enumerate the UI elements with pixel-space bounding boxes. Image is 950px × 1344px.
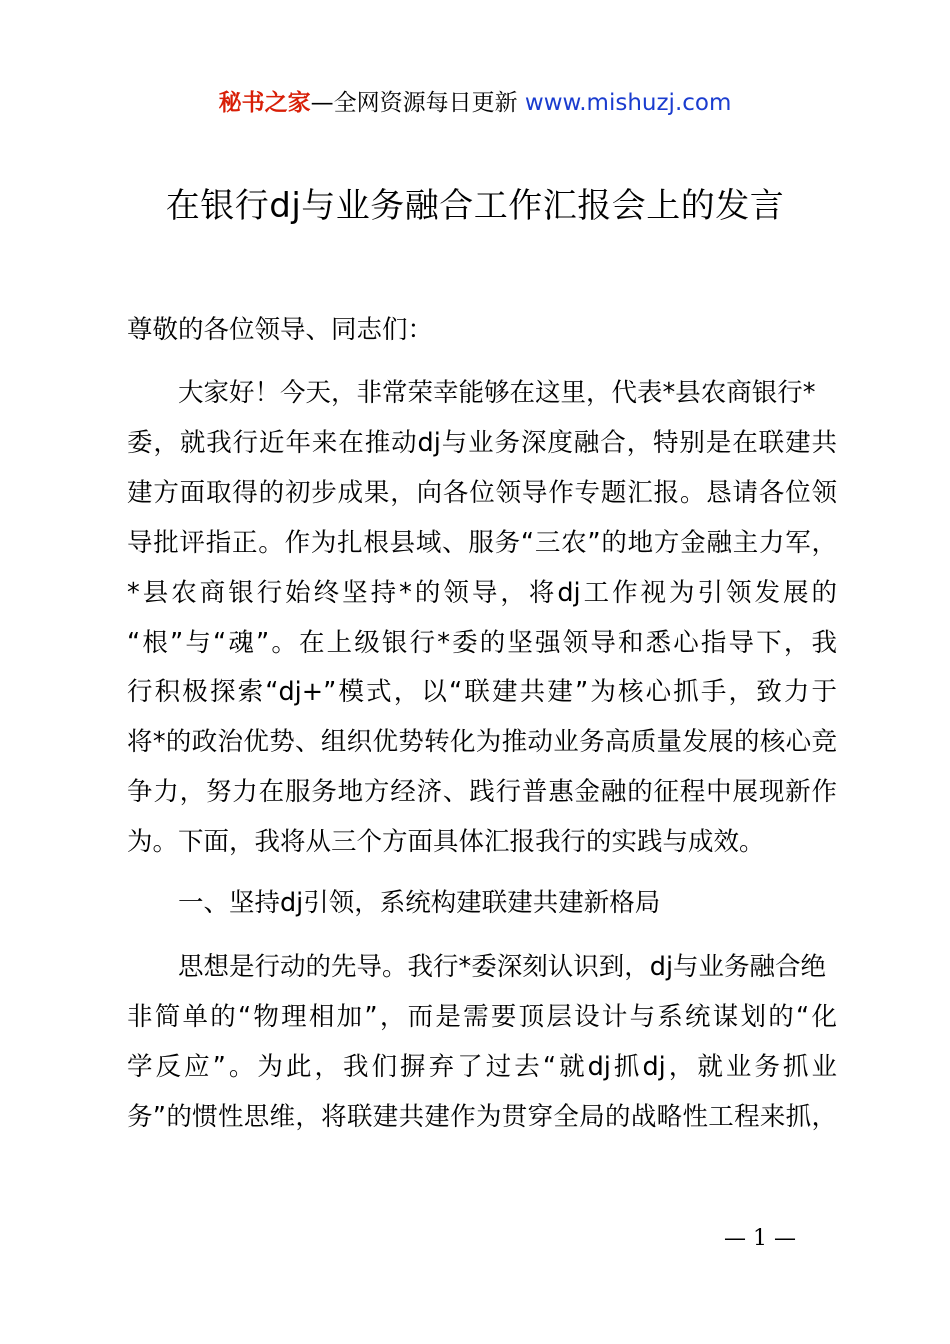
document-title: 在银行dj与业务融合工作汇报会上的发言 (165, 186, 785, 226)
body-line: 思想是行动的先导。我行*委深刻认识到，dj与业务融合绝 (178, 952, 827, 982)
body-line: 务”的惯性思维，将联建共建作为贯穿全局的战略性工程来抓， (127, 1102, 837, 1132)
body-line: 为。下面，我将从三个方面具体汇报我行的实践与成效。 (127, 827, 765, 857)
body-line: “根”与“魂”。在上级银行*委的坚强领导和悉心指导下，我 (127, 628, 837, 658)
body-line: 行积极探索“dj+”模式，以“联建共建”为核心抓手，致力于 (127, 677, 837, 707)
body-line: 将*的政治优势、组织优势转化为推动业务高质量发展的核心竞 (127, 727, 837, 757)
page-number: — 1 — (724, 1226, 796, 1251)
site-brand: 秘书之家 (218, 90, 311, 116)
site-url-link[interactable]: www.mishuzj.com (524, 90, 732, 116)
body-line: 非简单的“物理相加”，而是需要顶层设计与系统谋划的“化 (127, 1002, 837, 1032)
body-line: 学反应”。为此，我们摒弃了过去“就dj抓dj，就业务抓业 (127, 1052, 837, 1082)
body-line: 建方面取得的初步成果，向各位领导作专题汇报。恳请各位领 (127, 478, 837, 508)
site-banner (0, 86, 950, 120)
section-heading: 一、坚持dj引领，系统构建联建共建新格局 (178, 888, 661, 918)
body-line: 大家好！今天，非常荣幸能够在这里，代表*县农商银行* (178, 378, 816, 408)
body-line: 委，就我行近年来在推动dj与业务深度融合，特别是在联建共 (127, 428, 837, 458)
body-line: 导批评指正。作为扎根县域、服务“三农”的地方金融主力军， (127, 528, 837, 558)
body-line: *县农商银行始终坚持*的领导，将dj工作视为引领发展的 (127, 578, 837, 608)
salutation: 尊敬的各位领导、同志们： (127, 315, 434, 345)
body-line: 争力，努力在服务地方经济、践行普惠金融的征程中展现新作 (127, 777, 837, 807)
site-tagline: —全网资源每日更新 (310, 90, 518, 116)
